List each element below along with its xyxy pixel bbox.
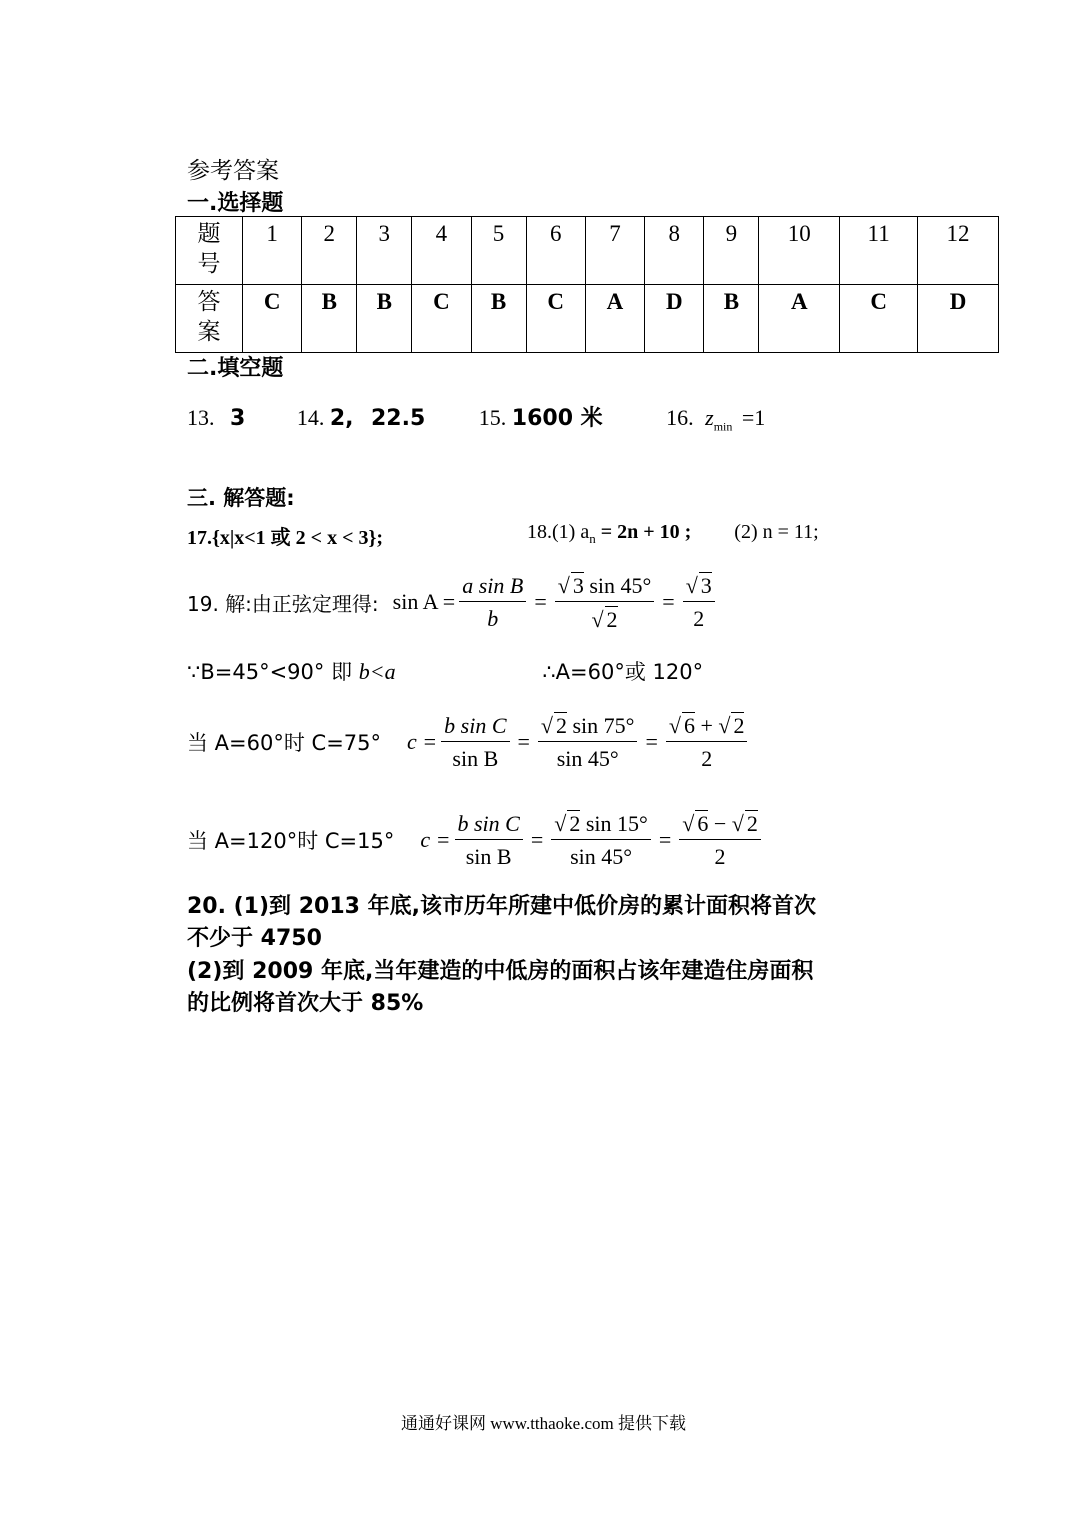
table-cell: 6 — [526, 217, 585, 285]
section2-heading: 二.填空题 — [187, 356, 284, 381]
table-cell: B — [704, 285, 759, 353]
table-cell: 12 — [918, 217, 999, 285]
q16-number: 16. — [666, 405, 694, 430]
radicand: 6 — [697, 811, 709, 836]
page-footer: 通通好课网 www.tthaoke.com 提供下载 — [400, 1414, 687, 1433]
equals-sign: = — [658, 827, 672, 852]
q18-part1: 18.(1) a — [527, 521, 590, 543]
q15-answer: 1600 米 — [511, 406, 603, 431]
therefore-text: ∴A=60°或 120° — [542, 660, 704, 684]
q17-answer: 17.{x|x<1 或 2 < x < 3}; — [187, 527, 384, 549]
case1-fraction-1 — [441, 713, 509, 772]
radicand: 3 — [572, 572, 584, 598]
table-cell: D — [645, 285, 704, 353]
table-cell: C — [243, 285, 302, 353]
case1-lhs: c = — [407, 729, 438, 754]
q18-part1-rest: = 2n + 10 ; — [595, 521, 692, 543]
case2-fraction-2: $\frac{√ 2 \sin 15^\circ}{\sin 45^\circ}$ — [551, 810, 651, 870]
fraction-denominator: 2 — [693, 606, 705, 631]
radicand: 2 — [606, 606, 618, 632]
q19-lead: 19. 解:由正弦定理得: — [187, 591, 379, 616]
q20-line-4: 的比例将首次大于 85% — [187, 991, 424, 1016]
table-cell: 3 — [357, 217, 412, 285]
case1-fraction-2: $\frac{√ 2 \sin 75^\circ}{\sin 45^\circ}$ — [538, 712, 638, 772]
fill-blank-answers — [187, 401, 765, 434]
q20-line-2: 不少于 4750 — [187, 926, 322, 951]
table-cell: B — [302, 285, 357, 353]
q18-answer — [527, 521, 819, 547]
table-cell: 5 — [471, 217, 526, 285]
radicand: 2 — [746, 811, 758, 836]
q13-number: 13. — [187, 405, 215, 430]
table-cell: 1 — [243, 217, 302, 285]
q19-lhs: sin A = — [392, 589, 456, 614]
q14-answer: 2, — [329, 406, 354, 431]
case1-equation — [187, 706, 751, 778]
q18-subscript: n — [589, 531, 596, 546]
q20-line-3: (2)到 2009 年底,当年建造的中低房的面积占该年建造住房面积 — [187, 959, 814, 984]
q19-fraction-3: $\frac{√ 3}{2}$ — [683, 572, 715, 632]
equals-sign: = — [530, 827, 544, 852]
radicand: 2 — [556, 713, 567, 738]
table-cell: 10 — [759, 217, 840, 285]
operator: − — [708, 811, 732, 836]
fraction-denominator: sin 45° — [570, 844, 633, 869]
radicand: 6 — [683, 713, 695, 738]
radicand: 3 — [700, 573, 712, 598]
q16-value: =1 — [741, 405, 766, 430]
table-answer-label: 答案 — [176, 285, 243, 353]
fraction-denominator: 2 — [714, 844, 726, 869]
case2-equation — [187, 804, 765, 876]
q19-fraction-1 — [459, 573, 526, 632]
table-cell: 2 — [302, 217, 357, 285]
q20-line-1: 20. (1)到 2013 年底,该市历年所建中低价房的累计面积将首次 — [187, 894, 816, 919]
fraction-denominator: b — [487, 605, 499, 631]
q13-answer: 3 — [230, 406, 246, 431]
answer-table — [175, 216, 999, 353]
case2-lead: 当 A=120°时 C=15° — [187, 829, 395, 853]
case2-fraction-1 — [455, 811, 523, 870]
section1-heading: 一.选择题 — [187, 191, 284, 216]
fraction-denominator: sin B — [452, 745, 499, 771]
radicand: 2 — [733, 713, 745, 738]
fraction-numerator: b sin C — [441, 713, 509, 742]
operator: + — [694, 713, 719, 738]
case2-fraction-3: $\frac{√ 6 - √ 2}{2}$ — [679, 810, 761, 870]
table-cell: C — [526, 285, 585, 353]
table-cell: 7 — [585, 217, 644, 285]
equals-sign: = — [645, 729, 658, 754]
fraction-denominator: sin 45° — [556, 746, 619, 771]
fraction-numerator: b sin C — [455, 811, 523, 840]
page-title: 参考答案 — [187, 158, 279, 184]
table-cell: B — [471, 285, 526, 353]
table-cell: 4 — [412, 217, 471, 285]
fraction-numerator-rest: sin 75° — [572, 713, 635, 738]
table-header-row — [176, 217, 999, 285]
equals-sign: = — [517, 729, 530, 754]
table-cell: C — [412, 285, 471, 353]
table-cell: 11 — [840, 217, 918, 285]
table-cell: A — [585, 285, 644, 353]
q16-variable: z — [705, 405, 714, 430]
q19-equation — [187, 566, 719, 638]
q14-answer-2: 22.5 — [370, 406, 426, 431]
fraction-numerator: a sin B — [459, 573, 526, 602]
since-text: ∵B=45°<90° 即 — [187, 660, 359, 684]
radicand: 2 — [569, 811, 581, 836]
table-cell: 9 — [704, 217, 759, 285]
fraction-denominator: 2 — [701, 746, 713, 771]
q19-fraction-2: $\frac{√ 3 \sin 45^\circ}{√ 2}$ — [555, 572, 655, 633]
fraction-numerator-rest: sin 45° — [589, 572, 652, 598]
fraction-denominator: sin B — [465, 843, 512, 869]
table-cell: D — [918, 285, 999, 353]
table-answer-row — [176, 285, 999, 353]
q19-since-line — [187, 656, 703, 686]
table-cell: 8 — [645, 217, 704, 285]
q14-number: 14. — [296, 405, 325, 430]
since-variable: b<a — [358, 659, 396, 684]
q16-subscript: min — [713, 419, 733, 434]
case1-lead: 当 A=60°时 C=75° — [187, 731, 382, 755]
table-cell: B — [357, 285, 412, 353]
q15-number: 15. — [478, 405, 507, 430]
section3-heading: 三. 解答题: — [187, 486, 295, 510]
case1-fraction-3: $\frac{√ 6 + √ 2}{2}$ — [666, 712, 748, 772]
equals-sign: = — [534, 589, 547, 614]
case2-lhs: c = — [420, 827, 451, 852]
q18-part2: (2) n = 11; — [734, 521, 819, 543]
fraction-numerator-rest: sin 15° — [585, 811, 648, 836]
table-header-label: 题号 — [176, 217, 243, 285]
table-cell: C — [840, 285, 918, 353]
equals-sign: = — [662, 589, 675, 614]
table-cell: A — [759, 285, 840, 353]
